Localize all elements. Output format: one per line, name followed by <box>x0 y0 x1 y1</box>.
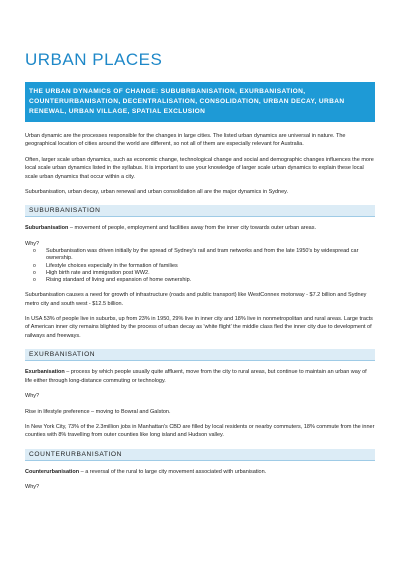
definition-text: – a reversal of the rural to large city movement associated with urbanisation. <box>79 468 267 475</box>
why-label: Why? <box>25 240 40 247</box>
definition-text: – process by which people usually quite affluent, move from the city to rural areas, but continue to maintain an urban way of life either through long-distance commuting or technology. <box>25 369 367 384</box>
why-label: Why? <box>25 393 40 400</box>
intro-paragraph-3: Suburbanisation, urban decay, urban renewal and urban consolidation all are the major dynamics in Sydney. <box>25 189 289 196</box>
list-item-text: Lifestyle choices especially in the formation of families <box>46 262 178 269</box>
usa-paragraph: In USA 53% of people live in suburbs, up from 23% in 1950, 29% live in inner city and 18% live in nonmetropolitan and rural areas. Large tracts of American inner city remains blighted by the process of urban decay as 'white flight' the middle class fled the inner city due to development of railways and freeways. <box>25 316 373 339</box>
definition-term: Counterurbanisation <box>25 468 80 475</box>
list-item-text: Rising standard of living and expansion of home ownership. <box>46 277 192 284</box>
suburbanisation-definition <box>25 224 375 232</box>
section-heading-counterurbanisation: COUNTERURBANISATION <box>25 449 375 461</box>
list-item-text: High birth rate and immigration post WW2. <box>46 269 150 276</box>
list-item-text: Suburbanisation was driven initially by the spread of Sydney's rail and tram networks and from the late 1950's by widespread car ownership. <box>46 248 359 262</box>
list-item <box>25 248 375 262</box>
bullet-marker: o <box>33 248 36 255</box>
section-heading-exurbanisation: EXURBANISATION <box>25 349 375 361</box>
list-item <box>25 270 375 277</box>
topic-banner: THE URBAN DYNAMICS OF CHANGE: SUBUBRBANISATION, EXURBANISATION, COUNTERURBANISATION, DECENTRALISATION, CONSOLIDATION, URBAN DECAY, URBAN RENEWAL, URBAN VILLAGE, SPATIAL EXCLUSION <box>25 82 375 122</box>
counterurbanisation-definition <box>25 468 375 476</box>
list-item <box>25 263 375 270</box>
why-label: Why? <box>25 484 40 491</box>
bullet-marker: o <box>33 277 36 284</box>
exurbanisation-definition <box>25 368 375 385</box>
definition-text: – movement of people, employment and facilities away from the inner city towards outer urban areas. <box>68 225 317 232</box>
bullet-marker: o <box>33 269 36 276</box>
nyc-paragraph: In New York City, 73% of the 2.3million jobs in Manhattan's CBD are filled by local residents or nearby commuters, 18% commute from the inner counties with 8% travelling from outer counties like long island and Hudson valley. <box>25 423 375 439</box>
list-item <box>25 277 375 284</box>
infrastructure-paragraph: Suburbanisation causes a need for growth of infrastructure (roads and public transport) like WestConnex motorway - $7.2 billion and Sydney metro city and south west - $12.5 billion. <box>25 292 367 307</box>
intro-paragraph-2: Often, larger scale urban dynamics, such as economic change, technological change and social and demographic changes influences the more local scale urban dynamics listed in the syllabus. It is important to use your knowledge of larger scale urban dynamics to explain these local scale urban dynamics that occur within a city. <box>25 156 374 180</box>
page-title: URBAN PLACES <box>25 50 163 69</box>
section-heading-suburbanisation: SUBURBANISATION <box>25 205 375 217</box>
definition-term: Exurbanisation <box>25 369 65 376</box>
intro-paragraph-1: Urban dynamic are the processes responsible for the changes in large cities. The listed urban dynamics are universal in nature. The geographical location of cities around the world are different, so not all of them are especially relevant for Australia. <box>25 133 346 148</box>
definition-term: Suburbanisation <box>25 225 69 232</box>
lifestyle-paragraph: Rise in lifestyle preference – moving to Bowral and Galston. <box>25 408 171 415</box>
suburbanisation-reasons-list <box>25 248 375 284</box>
bullet-marker: o <box>33 262 36 269</box>
